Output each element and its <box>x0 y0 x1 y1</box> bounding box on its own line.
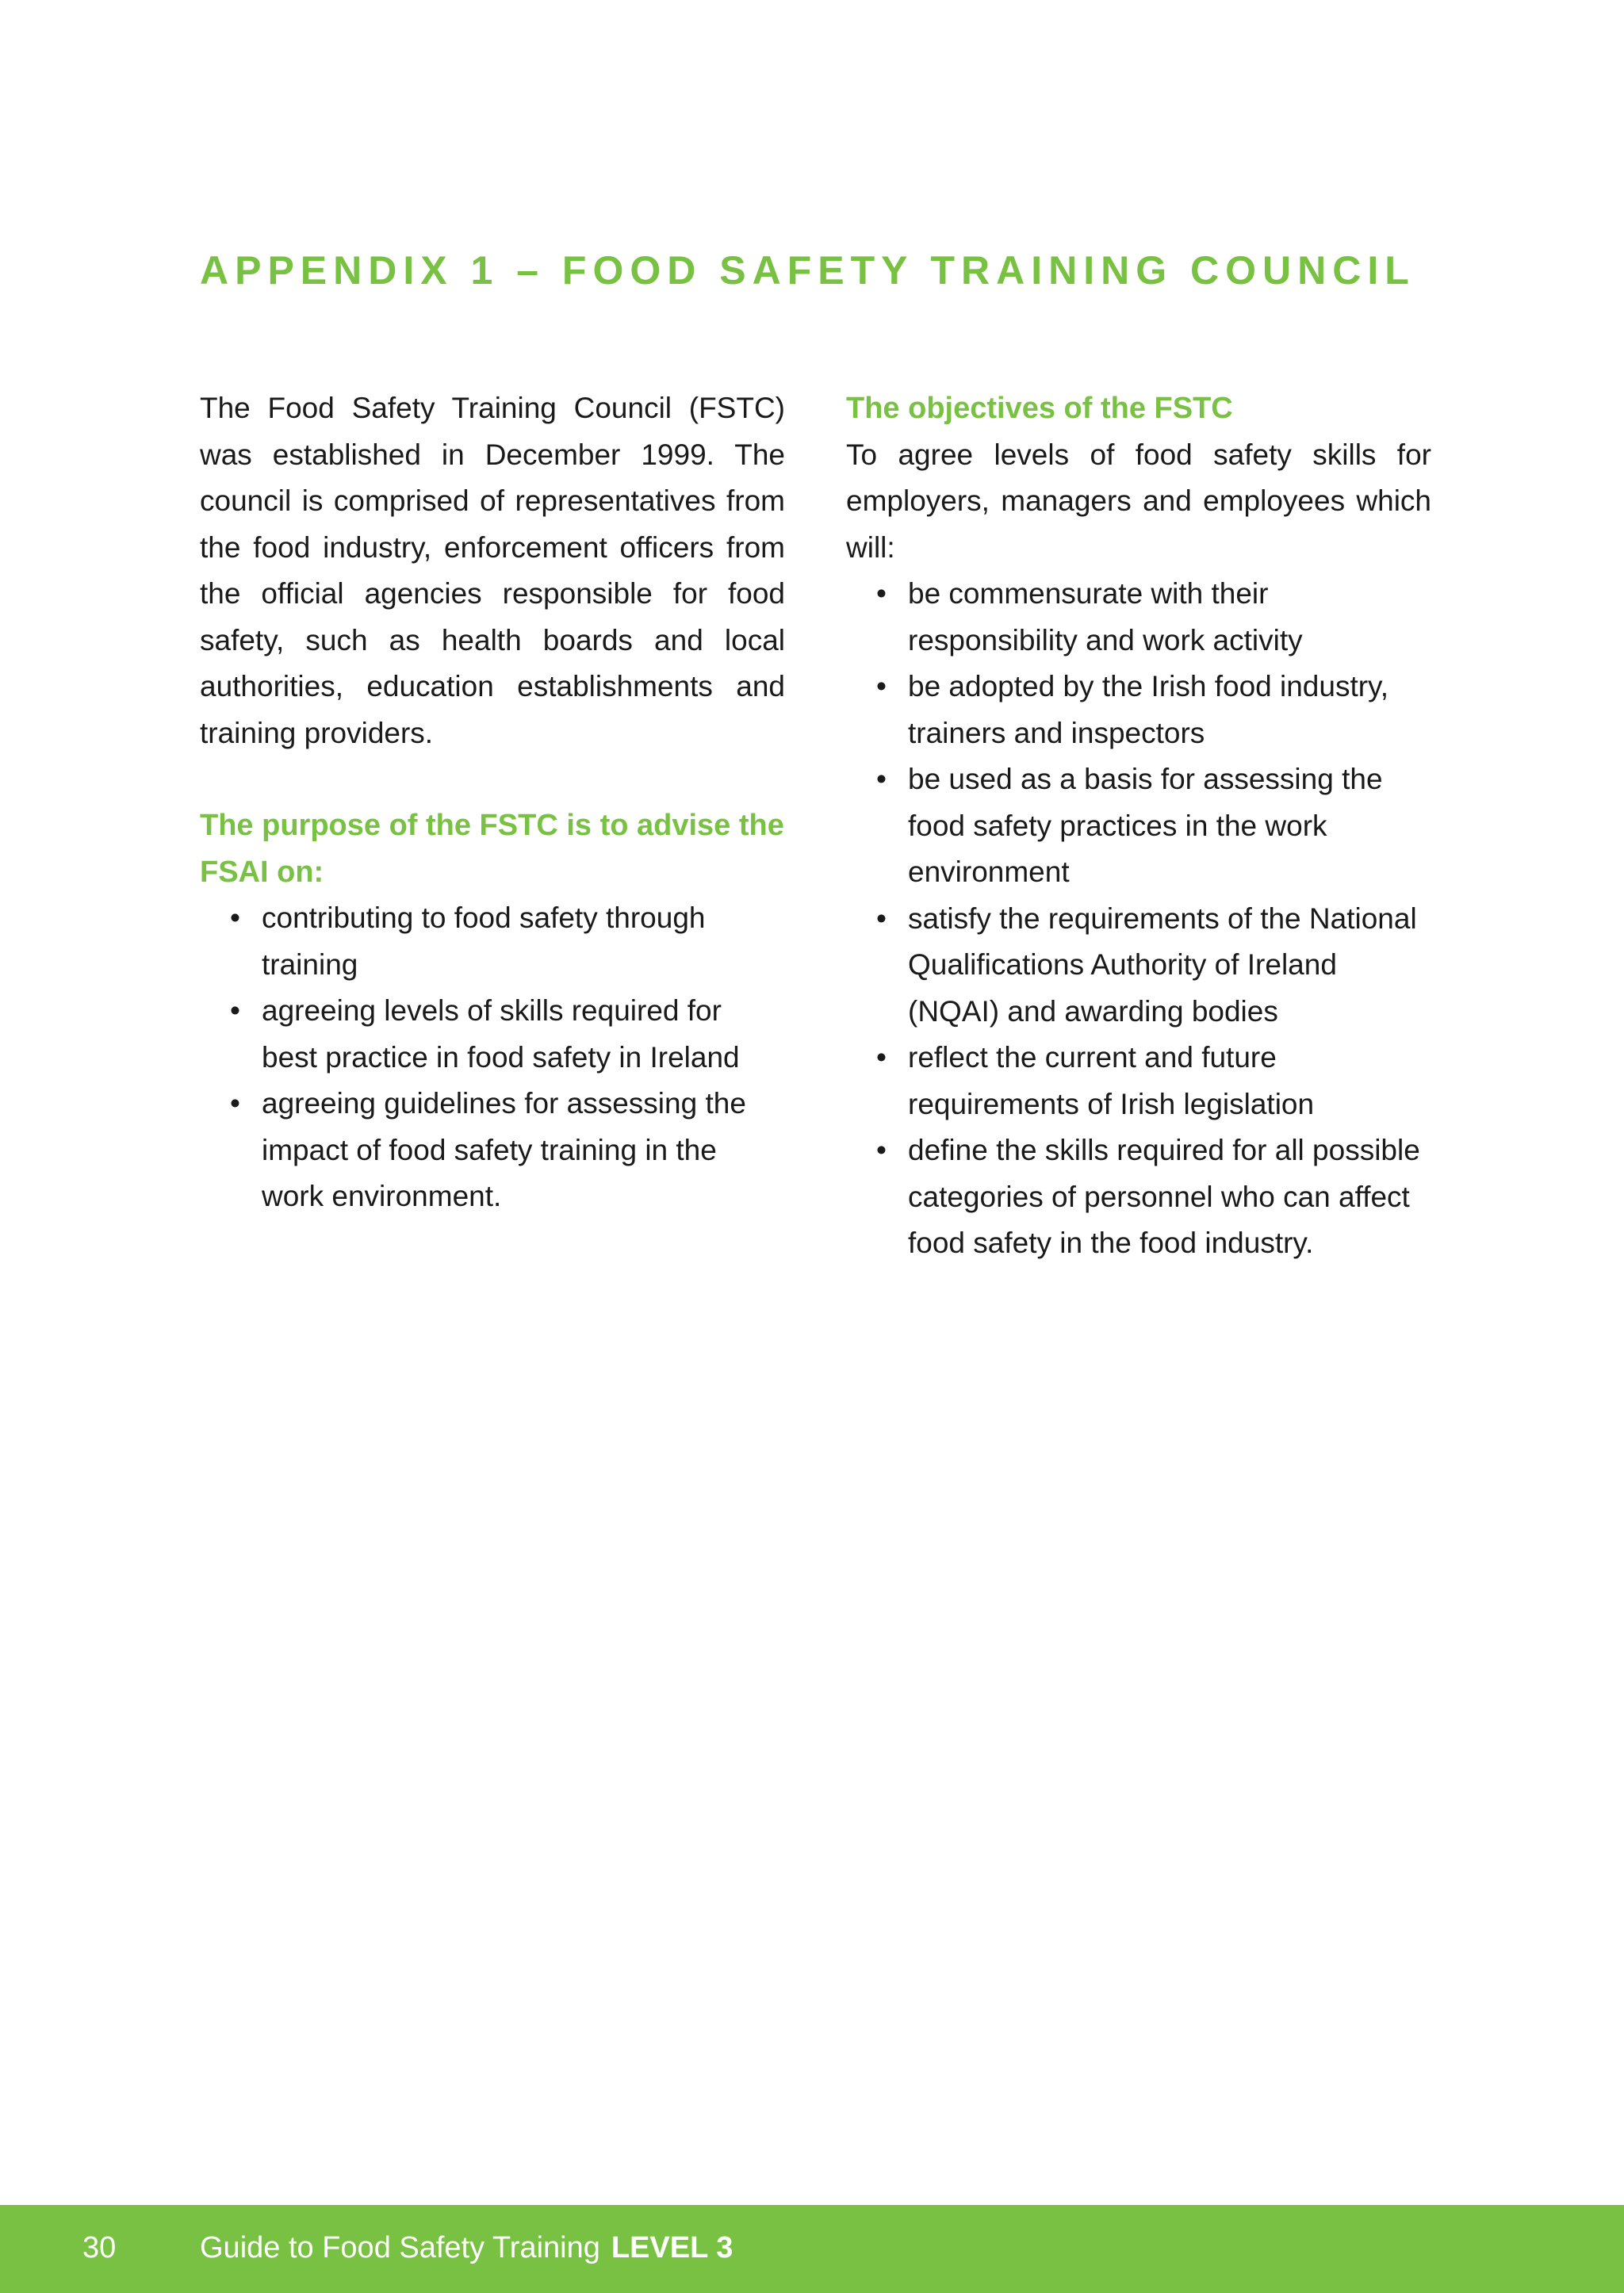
purpose-heading: The purpose of the FSTC is to advise the FSAI on: <box>200 809 784 889</box>
page-number: 30 <box>82 2231 117 2264</box>
list-item: • be adopted by the Irish food industry, trainers and inspectors <box>846 664 1431 756</box>
bullet-icon: • <box>876 577 887 610</box>
objectives-list <box>846 571 1431 1267</box>
guide-title-text: Guide to Food Safety Training <box>200 2231 600 2264</box>
bullet-icon: • <box>876 1041 887 1074</box>
right-column <box>846 385 1431 1267</box>
bullet-icon: • <box>230 902 240 934</box>
page-title: APPENDIX 1 – FOOD SAFETY TRAINING COUNCIL <box>200 248 1415 293</box>
bullet-icon: • <box>876 763 887 795</box>
list-item: • be used as a basis for assessing the food safety practices in the work environment <box>846 756 1431 896</box>
list-item: • agreeing guidelines for assessing the impact of food safety training in the work environment. <box>200 1081 785 1220</box>
list-item: • define the skills required for all possible categories of personnel who can affect food safety in the food industry. <box>846 1127 1431 1267</box>
bullet-icon: • <box>876 1134 887 1166</box>
guide-level: LEVEL 3 <box>611 2231 733 2264</box>
bullet-icon: • <box>876 902 887 935</box>
bullet-icon: • <box>876 670 887 702</box>
footer-bar <box>0 2205 1624 2293</box>
list-item: • reflect the current and future requirements of Irish legislation <box>846 1035 1431 1127</box>
list-item: • agreeing levels of skills required for best practice in food safety in Ireland <box>200 988 785 1081</box>
bullet-icon: • <box>230 994 240 1027</box>
left-column <box>200 385 785 1220</box>
list-item: • satisfy the requirements of the National Qualifications Authority of Ireland (NQAI) and awarding bodies <box>846 896 1431 1035</box>
objectives-intro: To agree levels of food safety skills for employers, managers and employees which will: <box>846 438 1431 564</box>
guide-title <box>200 2227 733 2268</box>
bullet-icon: • <box>230 1087 240 1120</box>
purpose-list <box>200 895 785 1220</box>
intro-paragraph: The Food Safety Training Council (FSTC) was established in December 1999. The council is comprised of representatives from the food industry, enforcement officers from the official agencies responsible for food safety, such as health boards and local authorities, education establishments and training providers. <box>200 392 785 749</box>
objectives-heading: The objectives of the FSTC <box>846 392 1233 425</box>
list-item: • be commensurate with their responsibility and work activity <box>846 571 1431 664</box>
list-item: • contributing to food safety through training <box>200 895 785 988</box>
